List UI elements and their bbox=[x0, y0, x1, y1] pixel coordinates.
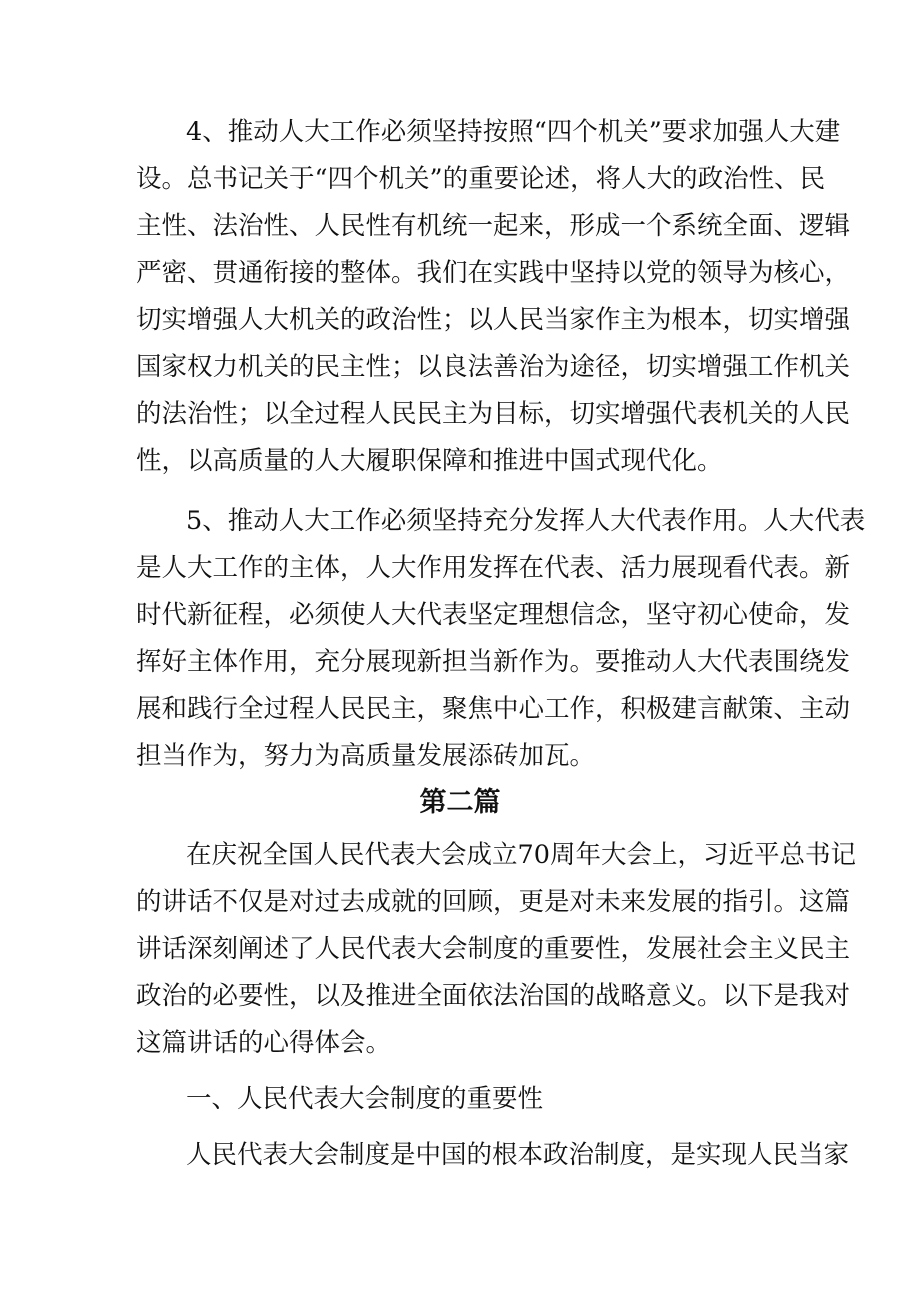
intro-line-1: 在庆祝全国人民代表大会成立70周年大会上，习近平总书记 bbox=[186, 840, 856, 870]
subheading: 一、人民代表大会制度的重要性 bbox=[186, 1084, 544, 1114]
paragraph-4-line-3: 主性、法治性、人民性有机统一起来，形成一个系统全面、逻辑 bbox=[136, 211, 851, 241]
last-paragraph-line-1: 人民代表大会制度是中国的根本政治制度，是实现人民当家 bbox=[186, 1140, 850, 1170]
paragraph-4-line-1: 4、推动人大工作必须坚持按照“四个机关”要求加强人大建 bbox=[186, 117, 841, 147]
paragraph-5-line-2: 是人大工作的主体，人大作用发挥在代表、活力展现看代表。新 bbox=[136, 553, 851, 583]
paragraph-4-line-5: 切实增强人大机关的政治性；以人民当家作主为根本，切实增强 bbox=[136, 305, 851, 335]
intro-line-3: 讲话深刻阐述了人民代表大会制度的重要性，发展社会主义民主 bbox=[136, 934, 851, 964]
paragraph-5-line-1: 5、推动人大工作必须坚持充分发挥人大代表作用。人大代表 bbox=[186, 506, 866, 536]
paragraph-5-line-5: 展和践行全过程人民民主，聚焦中心工作，积极建言献策、主动 bbox=[136, 694, 851, 724]
paragraph-4-line-4: 严密、贯通衔接的整体。我们在实践中坚持以党的领导为核心， bbox=[136, 258, 851, 288]
paragraph-4-line-2: 设。总书记关于“四个机关”的重要论述，将人大的政治性、民 bbox=[136, 164, 826, 194]
section-heading: 第二篇 bbox=[419, 787, 501, 818]
paragraph-5-line-4: 挥好主体作用，充分展现新担当新作为。要推动人大代表围绕发 bbox=[136, 647, 851, 677]
intro-line-4: 政治的必要性，以及推进全面依法治国的战略意义。以下是我对 bbox=[136, 981, 851, 1011]
paragraph-4-line-7: 的法治性；以全过程人民民主为目标，切实增强代表机关的人民 bbox=[136, 399, 851, 429]
intro-line-2: 的讲话不仅是对过去成就的回顾，更是对未来发展的指引。这篇 bbox=[136, 887, 851, 917]
paragraph-5-line-6: 担当作为，努力为高质量发展添砖加瓦。 bbox=[136, 741, 596, 771]
paragraph-4-line-8: 性，以高质量的人大履职保障和推进中国式现代化。 bbox=[136, 446, 723, 476]
intro-line-5: 这篇讲话的心得体会。 bbox=[136, 1028, 392, 1058]
paragraph-5-line-3: 时代新征程，必须使人大代表坚定理想信念，坚守初心使命，发 bbox=[136, 600, 851, 630]
paragraph-4-line-6: 国家权力机关的民主性；以良法善治为途径，切实增强工作机关 bbox=[136, 352, 851, 382]
